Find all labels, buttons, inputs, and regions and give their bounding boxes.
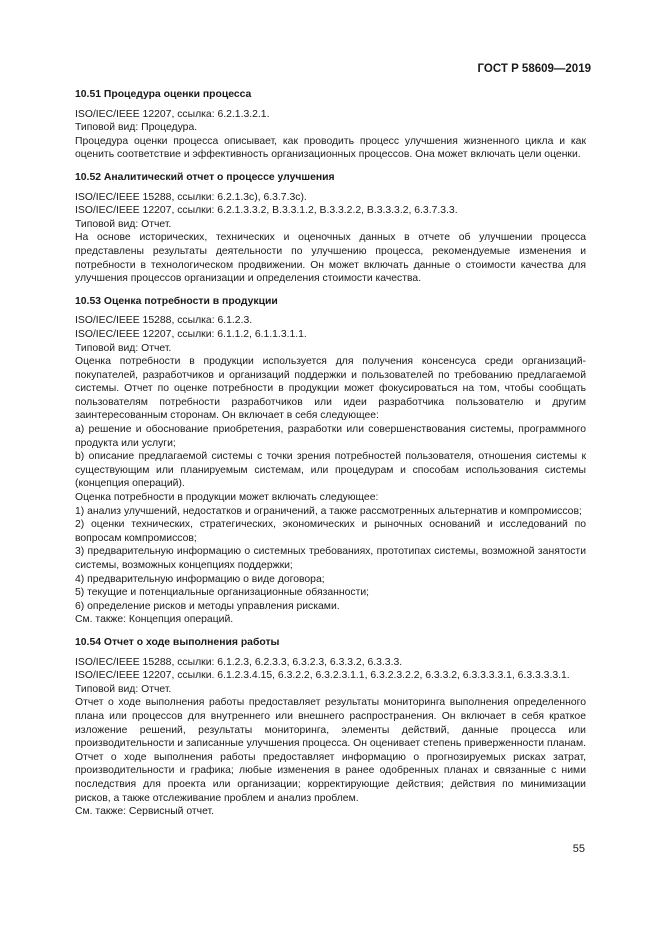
list-item: 2) оценки технических, стратегических, экономических и рыночных оснований и исследований по вопросам компромиссов; bbox=[75, 519, 586, 544]
paragraph: ISO/IEC/IEEE 12207, ссылка: 6.2.1.3.2.1. bbox=[75, 108, 270, 120]
paragraph: Отчет о ходе выполнения работы предоставляет результаты мониторинга выполнения определенного плана или процессов для внутреннего или внешнего распространения. Он включает в себя краткое изложение решений, результаты мониторинга, элементы действий, данные процесса или производительности и записанные улучшения процесса. Он оценивает степень приверженности планам. Отчет о ходе выполнения работы предоставляет информацию о прогнозируемых рисках затрат, производительности и графика; любые изменения в ранее одобренных планах и связанные с ними последствия для проекта или организации; корректирующие действия; действия по минимизации рисков, а также отслеживание проблем и анализ проблем. bbox=[75, 697, 586, 804]
see-also: См. также: Концепция операций. bbox=[75, 614, 234, 626]
document-body bbox=[75, 88, 586, 819]
section-title: 10.54 Отчет о ходе выполнения работы bbox=[75, 636, 280, 648]
paragraph: Типовой вид: Процедура. bbox=[75, 122, 198, 134]
paragraph: ISO/IEC/IEEE 12207, ссылки: 6.1.1.2, 6.1.1.3.1.1. bbox=[75, 328, 307, 340]
list-item: 4) предварительную информацию о виде договора; bbox=[75, 573, 325, 585]
paragraph: ISO/IEC/IEEE 12207, ссылки: 6.2.1.3.3.2, В.3.3.1.2, В.3.3.2.2, В.3.3.3.2, 6.3.7.3.3. bbox=[75, 205, 458, 217]
paragraph: На основе исторических, технических и оценочных данных в отчете об улучшении процесса представлены результаты деятельности по улучшению процесса, рекомендуемые изменения и потребности в технологическом продвижении. Он может включать данные о стоимости качества для улучшения процессов организации и определения стоимости качества. bbox=[75, 232, 586, 285]
paragraph: ISO/IEC/IEEE 15288, ссылка: 6.1.2.3. bbox=[75, 315, 253, 327]
list-item: b) описание предлагаемой системы с точки зрения потребностей пользователя, отношения системы к существующим или планируемым системам, или процедурам и способам использования системы (концепция операций). bbox=[75, 451, 586, 490]
list-item: a) решение и обоснование приобретения, разработки или совершенствования системы, программного продукта или услуги; bbox=[75, 424, 586, 449]
section-title: 10.53 Оценка потребности в продукции bbox=[75, 295, 278, 307]
paragraph: Оценка потребности в продукции используется для получения консенсуса среди организаций-покупателей, разработчиков и организаций поддержки и пользователей по требованию предлагаемой системы. Отчет по оценке потребности в продукции может фокусироваться на том, чтобы сообщать пользователям потребности разработчиков или идеи разработчика пользователю и другим заинтересованным сторонам. Он включает в себя следующее: bbox=[75, 356, 586, 422]
page-number: 55 bbox=[572, 843, 585, 855]
paragraph: Типовой вид: Отчет. bbox=[75, 218, 172, 230]
paragraph: Оценка потребности в продукции может включать следующее: bbox=[75, 492, 379, 504]
section-10-54 bbox=[75, 636, 586, 819]
list-item: 5) текущие и потенциальные организационные обязанности; bbox=[75, 587, 370, 599]
paragraph: Процедура оценки процесса описывает, как проводить процесс улучшения жизненного цикла и как оценить соответствие и эффективность организационных процессов. Она может включать цели оценки. bbox=[75, 135, 586, 161]
section-title: 10.51 Процедура оценки процесса bbox=[75, 89, 252, 100]
list-item: 1) анализ улучшений, недостатков и ограничений, а также рассмотренных альтернатив и компромиссов; bbox=[75, 505, 582, 517]
paragraph: ISO/IEC/IEEE 15288, ссылки: 6.1.2.3, 6.2.3.3, 6.3.2.3, 6.3.3.2, 6.3.3.3. bbox=[75, 656, 403, 668]
section-10-53 bbox=[75, 295, 586, 627]
section-title: 10.52 Аналитический отчет о процессе улучшения bbox=[75, 171, 335, 183]
section-10-51 bbox=[75, 88, 586, 162]
list-item: 3) предварительную информацию о системных требованиях, прототипах системы, возможной занятости системы, возможных концепциях поддержки; bbox=[75, 546, 586, 571]
document-id-header: ГОСТ Р 58609—2019 bbox=[477, 63, 591, 75]
section-10-52 bbox=[75, 171, 586, 286]
paragraph: Типовой вид: Отчет. bbox=[75, 342, 172, 354]
paragraph: Типовой вид: Отчет. bbox=[75, 683, 172, 695]
list-item: 6) определение рисков и методы управления рисками. bbox=[75, 600, 340, 612]
paragraph: ISO/IEC/IEEE 12207, ссылки. 6.1.2.3.4.15, 6.3.2.2, 6.3.2.3.1.1, 6.3.2.3.2.2, 6.3.3.2, 6.3.3.3.3.1, 6.3.3.3.3.1. bbox=[75, 670, 570, 682]
see-also: См. также: Сервисный отчет. bbox=[75, 806, 215, 818]
paragraph: ISO/IEC/IEEE 15288, ссылки: 6.2.1.3c), 6.3.7.3c). bbox=[75, 191, 307, 203]
